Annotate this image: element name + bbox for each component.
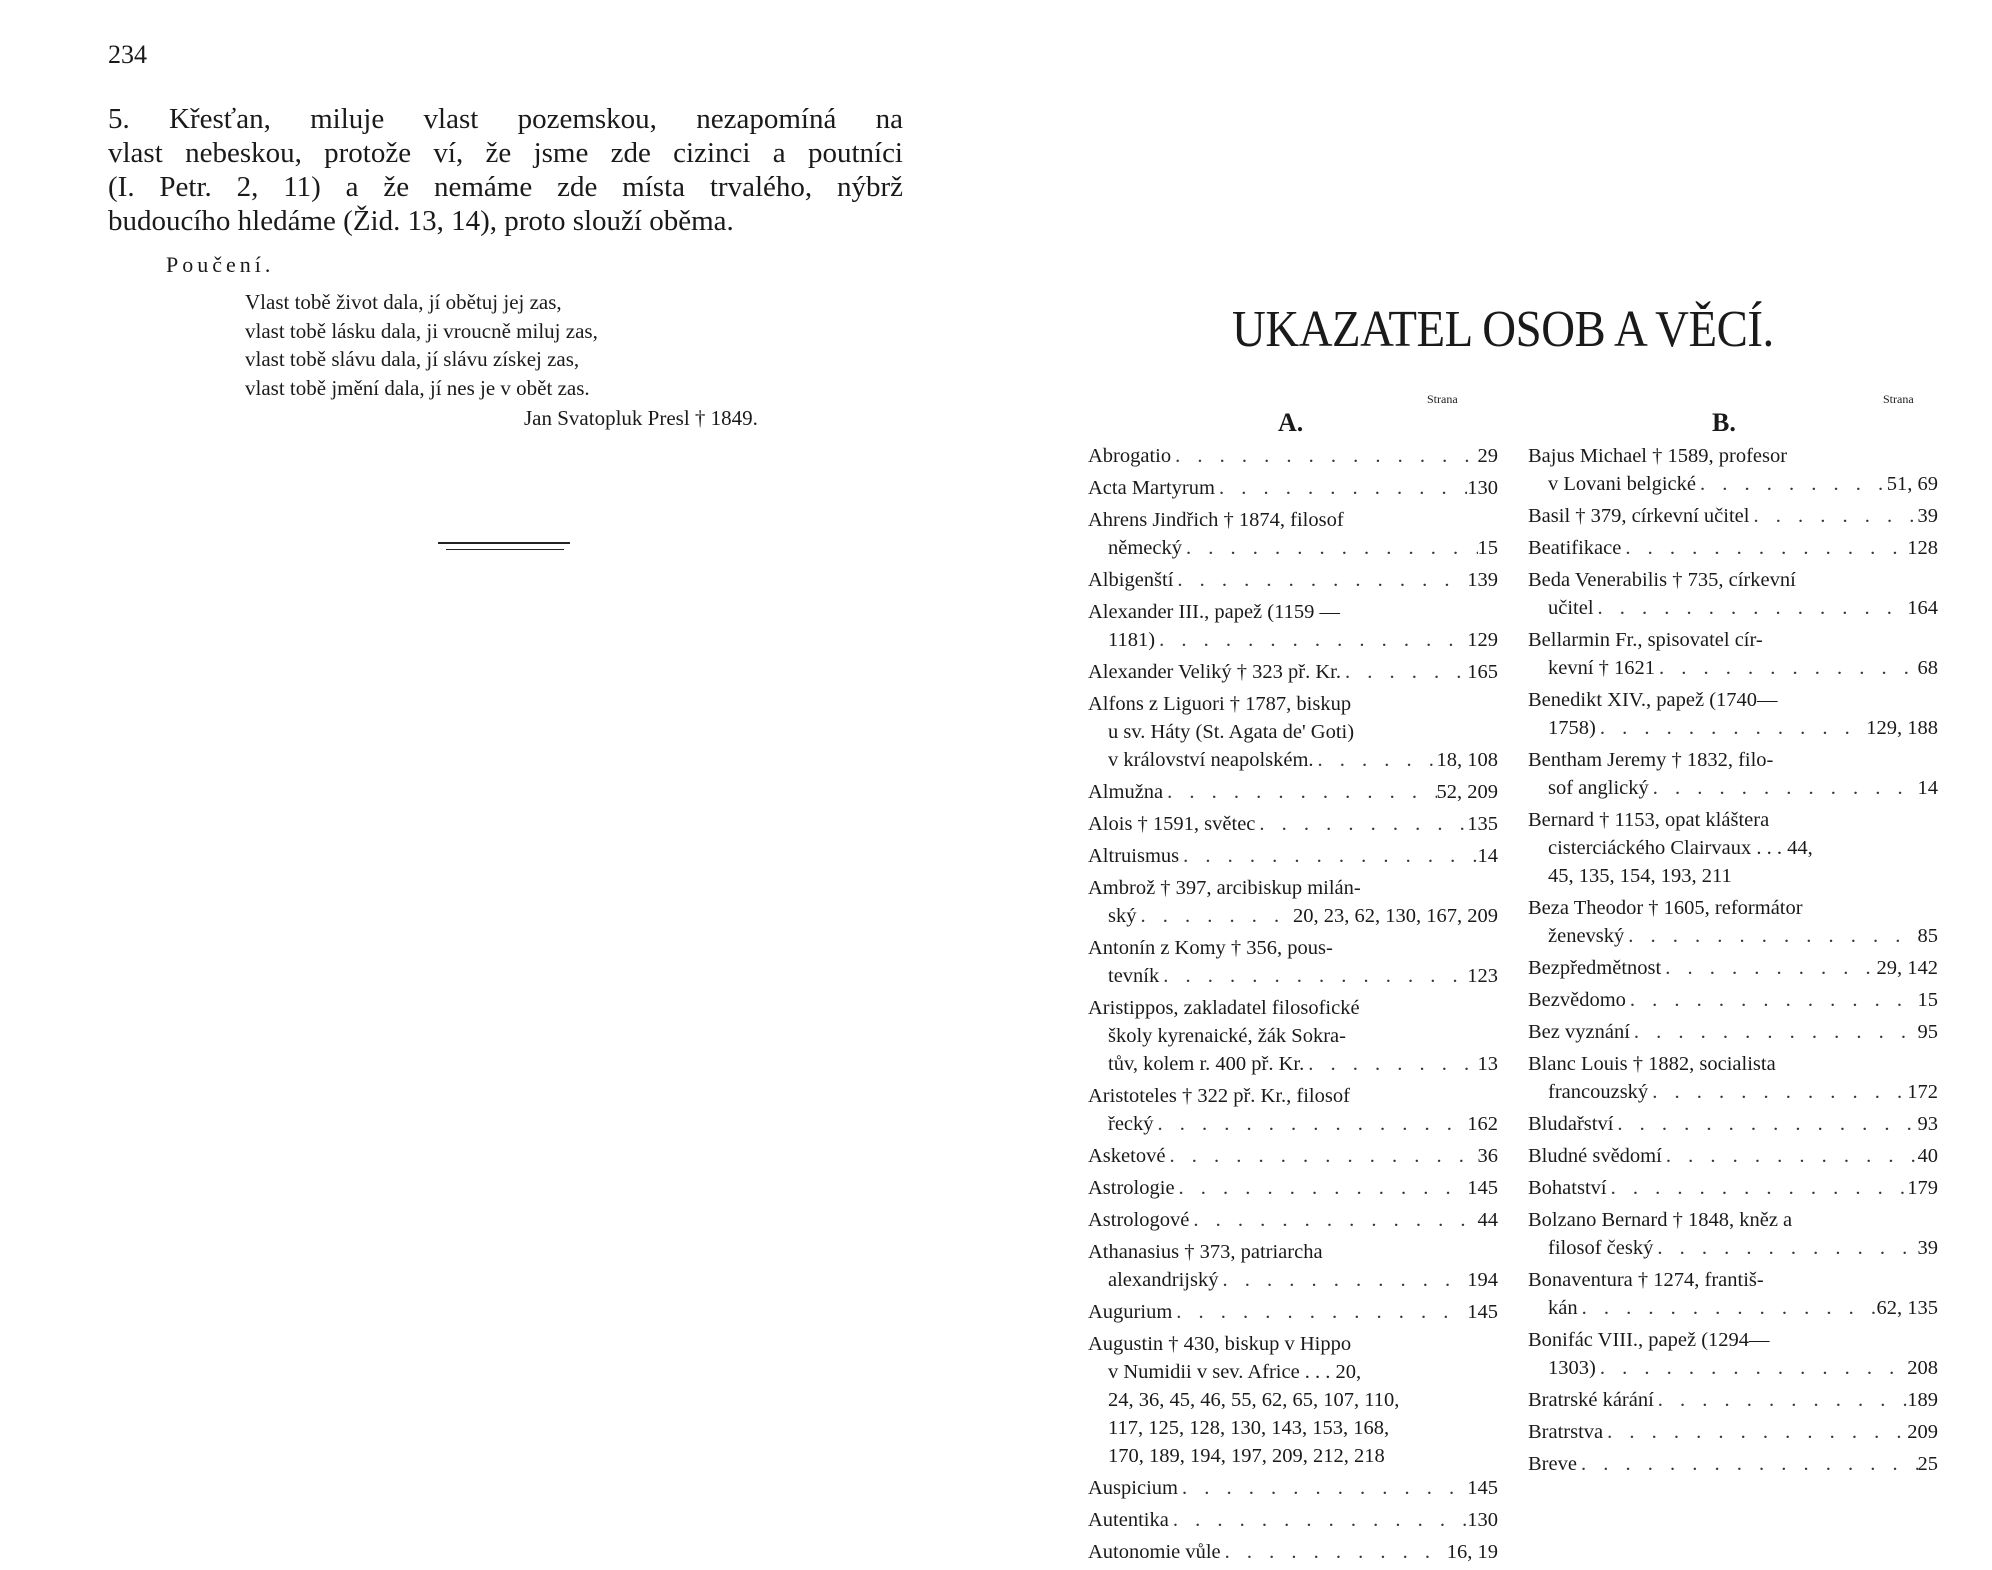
index-entry [1088,442,1498,470]
index-entry-line [1088,1298,1498,1326]
index-page-refs: 15 [1917,989,1938,1011]
index-page-refs: 52, 209 [1436,781,1498,803]
index-entry [1088,690,1498,774]
index-entry-line [1528,1450,1938,1478]
strana-label: Strana [1883,392,1914,406]
index-entry [1528,1450,1938,1478]
poem-line: Vlast tobě život dala, jí obětuj jej zas, [245,290,562,314]
leader-dots [1696,470,1887,498]
index-page-refs: 128 [1907,537,1938,559]
index-entry-line: Blanc Louis † 1882, socialista [1528,1053,1776,1075]
index-page-refs: 130 [1467,477,1498,499]
index-term: Acta Martyrum [1088,477,1215,499]
index-entry [1528,442,1938,498]
index-page-refs: 93 [1917,1113,1938,1135]
index-entry [1088,474,1498,502]
index-page-refs: 164 [1907,597,1938,619]
index-entry [1528,502,1938,530]
index-entry-line: Bellarmin Fr., spisovatel cír- [1528,629,1763,651]
index-entry [1528,894,1938,950]
index-term: Augurium [1088,1301,1173,1323]
index-entry [1088,566,1498,594]
index-page-refs: 51, 69 [1886,473,1938,495]
index-entry-line: u sv. Háty (St. Agata de' Goti) [1108,721,1355,743]
index-term: sof anglický [1548,777,1649,799]
leader-dots [1653,1234,1917,1262]
index-entry-line: Bolzano Bernard † 1848, kněz a [1528,1209,1793,1231]
leader-dots [1179,842,1477,870]
index-term: alexandrijský [1108,1269,1219,1291]
index-entry-line: Aristippos, zakladatel filosofické [1088,997,1360,1019]
paragraph-line: budoucího hledáme (Žid. 13, 14), proto slouží oběma. [108,205,734,237]
index-entry-line: Athanasius † 373, patriarcha [1088,1241,1323,1263]
index-entry-line [1528,1354,1938,1382]
index-entry-line [1528,1174,1938,1202]
right-page [1000,0,1992,1563]
pouceni-label: Poučení. [166,252,275,277]
index-page-refs: 162 [1467,1113,1498,1135]
index-entry [1528,806,1938,890]
index-term: 1758) [1548,717,1596,739]
leader-dots [1173,566,1467,594]
paragraph [108,102,903,238]
index-entry-line: Alfons z Liguori † 1787, biskup [1088,693,1352,715]
index-page-refs: 39 [1917,1237,1938,1259]
index-entry [1528,1110,1938,1138]
index-entry-line: Bentham Jeremy † 1832, filo- [1528,749,1774,771]
index-term: tevník [1108,965,1160,987]
index-page-refs: 14 [1917,777,1938,799]
index-entry-line [1528,714,1938,742]
index-term: Albigenští [1088,569,1174,591]
index-page-refs: 16, 19 [1446,1541,1498,1563]
index-title: UKAZATEL OSOB A VĚCÍ. [1232,301,1774,358]
index-entry-line: Augustin † 430, biskup v Hippo [1088,1333,1352,1355]
index-entry-line [1528,1418,1938,1446]
leader-dots [1136,902,1293,930]
leader-dots [1596,1354,1907,1382]
index-entry-line: cisterciáckého Clairvaux . . . 44, [1548,837,1813,859]
index-entry-line [1088,1506,1498,1534]
index-entry-line [1088,1474,1498,1502]
index-entry [1088,1142,1498,1170]
index-entry-line: Bernard † 1153, opat kláštera [1528,809,1770,831]
poem-line: vlast tobě jmění dala, jí nes je v obět zas. [245,375,590,400]
index-entry-line [1528,1018,1938,1046]
index-page-refs: 29, 142 [1876,957,1938,979]
index-entry [1088,1238,1498,1294]
index-entry [1528,1266,1938,1322]
index-entry [1528,986,1938,1014]
index-entry-line [1088,534,1498,562]
index-term: filosof český [1548,1237,1654,1259]
index-term: Bohatství [1528,1177,1607,1199]
index-entry-line [1528,1142,1938,1170]
index-entry [1528,1418,1938,1446]
index-term: v království neapolském. [1108,749,1314,771]
index-term: Bezvědomo [1528,989,1626,1011]
index-entry-line [1088,1538,1498,1566]
index-term: Altruismus [1088,845,1180,867]
index-term: v Lovani belgické [1548,473,1697,495]
index-entry-line: Beda Venerabilis † 735, církevní [1528,569,1796,591]
index-term: Bludné svědomí [1528,1145,1662,1167]
leader-dots [1621,534,1907,562]
index-entry [1528,954,1938,982]
index-term: Alois † 1591, světec [1088,813,1256,835]
poem-author: Jan Svatopluk Presl † 1849. [524,406,758,430]
index-entry [1088,1330,1498,1470]
index-page-refs: 145 [1467,1177,1498,1199]
index-page-refs: 62, 135 [1876,1297,1938,1319]
index-page-refs: 145 [1467,1301,1498,1323]
leader-dots [1255,810,1467,838]
leader-dots [1661,954,1876,982]
index-entry-line: Bonaventura † 1274, františ- [1528,1269,1764,1291]
index-page-refs: 123 [1467,965,1498,987]
index-entry [1528,746,1938,802]
index-page-refs: 13 [1477,1053,1498,1075]
index-entry-line [1088,658,1498,686]
index-entry [1528,1206,1938,1262]
index-entry [1528,1018,1938,1046]
leader-dots [1749,502,1917,530]
leader-dots [1155,626,1467,654]
leader-dots [1630,1018,1918,1046]
index-term: Almužna [1088,781,1164,803]
index-page-refs: 40 [1917,1145,1938,1167]
leader-dots [1624,922,1917,950]
leader-dots [1304,1050,1477,1078]
index-entry [1088,1298,1498,1326]
index-entry [1088,934,1498,990]
paragraph-line: (I. Petr. 2, 11) a že nemáme zde místa trvalého, nýbrž [108,171,903,203]
index-entry-line: Alexander III., papež (1159 — [1088,601,1340,623]
index-entry-line [1088,566,1498,594]
index-entry [1088,810,1498,838]
index-entry-line [1528,1078,1938,1106]
index-entry-line [1088,626,1498,654]
leader-dots [1626,986,1918,1014]
leader-dots [1341,658,1467,686]
leader-dots [1577,1450,1918,1478]
leader-dots [1221,1538,1447,1566]
index-page-refs: 95 [1917,1021,1938,1043]
index-entry-line [1088,474,1498,502]
index-entry [1528,626,1938,682]
index-entry [1088,778,1498,806]
index-term: Abrogatio [1088,445,1172,467]
index-entry-line: Ambrož † 397, arcibiskup milán- [1088,877,1361,899]
index-entry [1088,1506,1498,1534]
index-term: kán [1548,1297,1578,1319]
leader-dots [1603,1418,1907,1446]
index-entry-line: 170, 189, 194, 197, 209, 212, 218 [1108,1445,1385,1467]
index-entry-line: 117, 125, 128, 130, 143, 153, 168, [1108,1417,1390,1439]
section-letter: B. [1712,408,1736,437]
index-entry-line [1088,810,1498,838]
index-entry-line [1088,1142,1498,1170]
leader-dots [1182,534,1478,562]
index-page-refs: 179 [1907,1177,1938,1199]
leader-dots [1218,1266,1467,1294]
index-page-refs: 135 [1467,813,1498,835]
index-entry-line [1528,954,1938,982]
leader-dots [1154,1110,1468,1138]
index-term: ský [1108,905,1137,927]
index-page-refs: 14 [1477,845,1498,867]
index-page-refs: 39 [1917,505,1938,527]
index-page-refs: 44 [1477,1209,1498,1231]
index-entry [1528,1142,1938,1170]
leader-dots [1189,1206,1477,1234]
index-entry-line: školy kyrenaické, žák Sokra- [1108,1025,1346,1047]
index-page-refs: 129, 188 [1866,717,1938,739]
index-entry [1088,658,1498,686]
leader-dots [1171,442,1477,470]
leader-dots [1215,474,1467,502]
index-entry-line: Aristoteles † 322 př. Kr., filosof [1088,1085,1350,1107]
index-term: Bratrstva [1528,1421,1604,1443]
index-column-b [1528,442,1938,1482]
index-term: ženevský [1548,925,1625,947]
left-page [0,0,960,1500]
ornament-rule [438,542,570,544]
index-page-refs: 194 [1467,1269,1498,1291]
leader-dots [1648,1078,1907,1106]
leader-dots [1649,774,1918,802]
leader-dots [1594,594,1908,622]
index-entry-line [1528,470,1938,498]
poem [245,288,598,402]
index-entry-line: 45, 135, 154, 193, 211 [1548,865,1732,887]
index-entry-line [1528,594,1938,622]
index-term: tův, kolem r. 400 př. Kr. [1108,1053,1305,1075]
index-column-a [1088,442,1498,1570]
leader-dots [1654,1386,1907,1414]
leader-dots [1169,1506,1467,1534]
leader-dots [1655,654,1917,682]
index-entry-line: Antonín z Komy † 356, pous- [1088,937,1333,959]
index-entry-line [1088,1110,1498,1138]
index-entry [1088,1082,1498,1138]
index-entry [1528,1386,1938,1414]
index-entry-line [1088,1050,1498,1078]
index-entry [1528,1326,1938,1382]
index-term: Asketové [1088,1145,1166,1167]
index-entry-line [1528,534,1938,562]
index-entry-line [1088,442,1498,470]
index-entry [1528,686,1938,742]
leader-dots [1662,1142,1918,1170]
index-page-refs: 36 [1477,1145,1498,1167]
index-entry-line [1528,1294,1938,1322]
index-page-refs: 29 [1477,445,1498,467]
section-letter: A. [1278,408,1304,437]
index-page-refs: 15 [1477,537,1498,559]
index-term: Bratrské kárání [1528,1389,1654,1411]
index-entry-line: Bajus Michael † 1589, profesor [1528,445,1788,467]
index-entry [1528,1050,1938,1106]
index-term: Bludařství [1528,1113,1614,1135]
index-page-refs: 172 [1907,1081,1938,1103]
index-entry-line [1088,1206,1498,1234]
index-entry-line: Bonifác VIII., papež (1294— [1528,1329,1770,1351]
index-term: učitel [1548,597,1594,619]
index-entry-line [1528,986,1938,1014]
index-entry [1088,842,1498,870]
index-term: Bezpředmětnost [1528,957,1662,979]
index-page-refs: 130 [1467,1509,1498,1531]
index-term: Astrologie [1088,1177,1175,1199]
index-term: francouzský [1548,1081,1649,1103]
index-entry-line [1088,1174,1498,1202]
index-page-refs: 208 [1907,1357,1938,1379]
page-number: 234 [108,40,147,69]
index-entry-line [1528,1110,1938,1138]
poem-line: vlast tobě lásku dala, ji vroucně miluj zas, [245,318,598,343]
index-page-refs: 129 [1467,629,1498,651]
index-entry-line [1528,774,1938,802]
index-entry [1528,566,1938,622]
index-entry-line [1088,902,1498,930]
index-term: Basil † 379, církevní učitel [1528,505,1750,527]
index-entry [1088,1474,1498,1502]
index-page-refs: 209 [1907,1421,1938,1443]
index-term: Breve [1528,1453,1577,1475]
index-entry [1088,994,1498,1078]
index-term: Auspicium [1088,1477,1178,1499]
paragraph-line: vlast nebeskou, protože ví, že jsme zde cizinci a poutníci [108,137,903,169]
index-term: Autentika [1088,1509,1169,1531]
index-entry-line [1088,962,1498,990]
leader-dots [1172,1298,1467,1326]
index-term: Beatifikace [1528,537,1622,559]
index-entry-line [1528,1234,1938,1262]
ornament-rule [446,549,564,550]
index-entry-line: v Numidii v sev. Africe . . . 20, [1108,1361,1362,1383]
index-term: kevní † 1621 [1548,657,1656,679]
leader-dots [1613,1110,1917,1138]
index-entry-line: Ahrens Jindřich † 1874, filosof [1088,509,1344,531]
index-term: řecký [1108,1113,1154,1135]
index-term: 1181) [1108,629,1156,651]
leader-dots [1163,778,1436,806]
index-term: německý [1108,537,1182,559]
leader-dots [1175,1174,1468,1202]
index-term: 1303) [1548,1357,1596,1379]
index-entry [1528,534,1938,562]
index-page-refs: 189 [1907,1389,1938,1411]
index-term: Autonomie vůle [1088,1541,1221,1563]
index-page-refs: 25 [1917,1453,1938,1475]
index-entry-line [1088,842,1498,870]
index-entry [1528,1174,1938,1202]
poem-line: vlast tobě slávu dala, jí slávu získej zas, [245,347,580,371]
index-entry-line [1528,1386,1938,1414]
strana-label: Strana [1427,392,1458,406]
leader-dots [1159,962,1467,990]
index-entry [1088,1206,1498,1234]
leader-dots [1578,1294,1877,1322]
leader-dots [1314,746,1437,774]
paragraph-line: 5. Křesťan, miluje vlast pozemskou, nezapomíná na [108,103,903,135]
index-entry-line [1088,746,1498,774]
index-entry [1088,506,1498,562]
index-term: Bez vyznání [1528,1021,1630,1043]
index-entry [1088,874,1498,930]
leader-dots [1607,1174,1908,1202]
index-entry-line: Benedikt XIV., papež (1740— [1528,689,1778,711]
index-page-refs: 68 [1917,657,1938,679]
index-term: Alexander Veliký † 323 př. Kr. [1088,661,1341,683]
index-entry-line [1528,502,1938,530]
index-page-refs: 18, 108 [1436,749,1498,771]
index-page-refs: 139 [1467,569,1498,591]
index-page-refs: 165 [1467,661,1498,683]
index-entry-line [1528,654,1938,682]
index-entry-line [1088,778,1498,806]
index-term: Astrologové [1088,1209,1190,1231]
index-entry-line [1088,1266,1498,1294]
leader-dots [1596,714,1866,742]
index-entry-line: Beza Theodor † 1605, reformátor [1528,897,1803,919]
index-entry-line [1528,922,1938,950]
index-entry [1088,598,1498,654]
index-page-refs: 85 [1917,925,1938,947]
index-page-refs: 145 [1467,1477,1498,1499]
index-entry-line: 24, 36, 45, 46, 55, 62, 65, 107, 110, [1108,1389,1400,1411]
index-page-refs: 20, 23, 62, 130, 167, 209 [1293,905,1498,927]
index-entry [1088,1538,1498,1566]
index-entry [1088,1174,1498,1202]
leader-dots [1165,1142,1477,1170]
leader-dots [1178,1474,1467,1502]
